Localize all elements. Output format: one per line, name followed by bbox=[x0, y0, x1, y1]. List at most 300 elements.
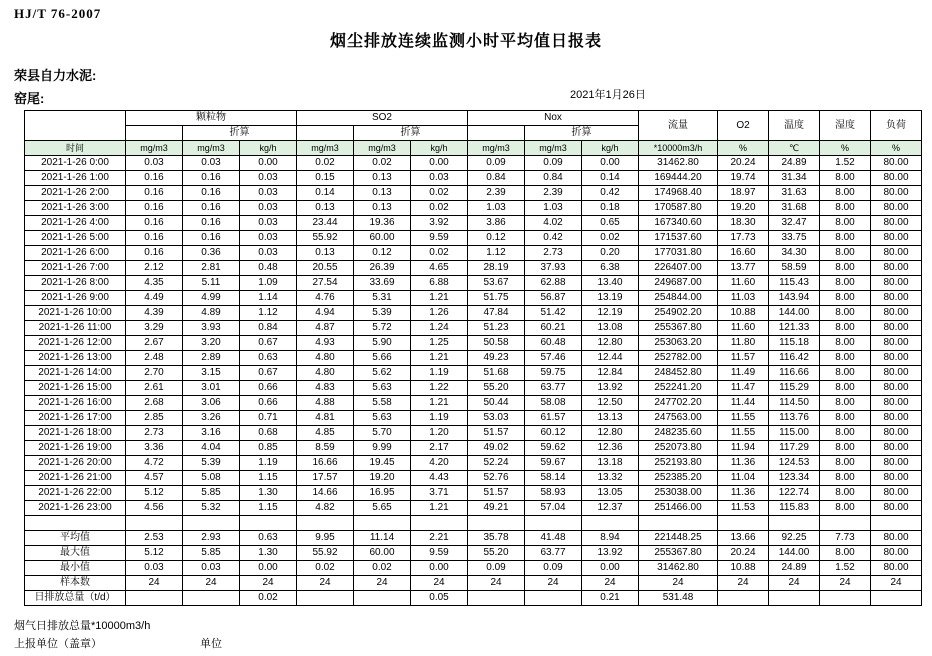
cell-s3: 4.20 bbox=[411, 456, 468, 471]
cell-s1: 4.83 bbox=[297, 381, 354, 396]
cell-p1: 0.16 bbox=[126, 231, 183, 246]
cell-hum: 8.00 bbox=[820, 216, 871, 231]
cell-s2: 5.63 bbox=[354, 411, 411, 426]
cell-hum: 8.00 bbox=[820, 426, 871, 441]
cell-s3: 1.24 bbox=[411, 321, 468, 336]
cell-time: 2021-1-26 1:00 bbox=[25, 171, 126, 186]
cell-time: 2021-1-26 21:00 bbox=[25, 471, 126, 486]
table-row bbox=[25, 501, 922, 516]
cell-s2: 9.99 bbox=[354, 441, 411, 456]
cell-o2: 17.73 bbox=[718, 231, 769, 246]
cell-p1: 2.48 bbox=[126, 351, 183, 366]
cell-s2: 0.12 bbox=[354, 246, 411, 261]
cell-n1: 49.21 bbox=[468, 501, 525, 516]
summary-cell-o2: 20.24 bbox=[718, 546, 769, 561]
cell-time: 2021-1-26 15:00 bbox=[25, 381, 126, 396]
header-group-so2: SO2 bbox=[297, 111, 468, 126]
summary-cell-n2: 24 bbox=[525, 576, 582, 591]
header-unit-row bbox=[25, 141, 922, 156]
cell-s2: 0.02 bbox=[354, 156, 411, 171]
summary-cell-s3: 24 bbox=[411, 576, 468, 591]
cell-s1: 17.57 bbox=[297, 471, 354, 486]
cell-s1: 4.85 bbox=[297, 426, 354, 441]
footer-unit: 单位 bbox=[200, 638, 222, 650]
summary-cell-p1: 24 bbox=[126, 576, 183, 591]
cell-p3: 0.03 bbox=[240, 246, 297, 261]
cell-time: 2021-1-26 2:00 bbox=[25, 186, 126, 201]
cell-load: 80.00 bbox=[871, 231, 922, 246]
cell-s2: 5.65 bbox=[354, 501, 411, 516]
page-title: 烟尘排放连续监测小时平均值日报表 bbox=[329, 31, 602, 50]
summary-cell-s3: 0.00 bbox=[411, 561, 468, 576]
summary-cell-flow: 24 bbox=[639, 576, 718, 591]
cell-n2: 62.88 bbox=[525, 276, 582, 291]
header-temp: 温度 bbox=[769, 111, 820, 141]
cell-o2: 11.36 bbox=[718, 486, 769, 501]
cell-o2: 13.77 bbox=[718, 261, 769, 276]
cell-s3: 0.02 bbox=[411, 201, 468, 216]
cell-load: 80.00 bbox=[871, 486, 922, 501]
table-row bbox=[25, 396, 922, 411]
cell-n3: 13.18 bbox=[582, 456, 639, 471]
cell-n3: 12.19 bbox=[582, 306, 639, 321]
cell-flow: 249687.00 bbox=[639, 276, 718, 291]
summary-cell-hum: 1.52 bbox=[820, 561, 871, 576]
cell-n1: 51.23 bbox=[468, 321, 525, 336]
unit-n-mg: mg/m3 bbox=[468, 141, 525, 156]
cell-load: 80.00 bbox=[871, 246, 922, 261]
cell-s3: 1.22 bbox=[411, 381, 468, 396]
cell-p2: 5.11 bbox=[183, 276, 240, 291]
cell-n1: 47.84 bbox=[468, 306, 525, 321]
report-date: 2021年1月26日 bbox=[570, 89, 646, 101]
cell-s1: 55.92 bbox=[297, 231, 354, 246]
cell-o2: 18.30 bbox=[718, 216, 769, 231]
summary-cell-s1: 55.92 bbox=[297, 546, 354, 561]
cell-p3: 0.84 bbox=[240, 321, 297, 336]
cell-p3: 0.48 bbox=[240, 261, 297, 276]
table-row bbox=[25, 216, 922, 231]
cell-s3: 1.19 bbox=[411, 366, 468, 381]
header-sub-blank-n bbox=[468, 126, 525, 141]
cell-p2: 3.06 bbox=[183, 396, 240, 411]
cell-n2: 59.62 bbox=[525, 441, 582, 456]
cell-n2: 4.02 bbox=[525, 216, 582, 231]
header-group-nox: Nox bbox=[468, 111, 639, 126]
unit-o2: % bbox=[718, 141, 769, 156]
cell-s2: 33.69 bbox=[354, 276, 411, 291]
cell-flow: 174968.40 bbox=[639, 186, 718, 201]
cell-s3: 1.21 bbox=[411, 501, 468, 516]
cell-hum: 8.00 bbox=[820, 351, 871, 366]
summary-cell-flow: 255367.80 bbox=[639, 546, 718, 561]
cell-time: 2021-1-26 14:00 bbox=[25, 366, 126, 381]
cell-p1: 4.39 bbox=[126, 306, 183, 321]
cell-p3: 0.67 bbox=[240, 336, 297, 351]
cell-n1: 0.84 bbox=[468, 171, 525, 186]
cell-p3: 0.68 bbox=[240, 426, 297, 441]
summary-cell-hum: 24 bbox=[820, 576, 871, 591]
cell-s2: 5.90 bbox=[354, 336, 411, 351]
table-header bbox=[25, 111, 922, 156]
summary-cell-load: 80.00 bbox=[871, 561, 922, 576]
cell-p2: 3.16 bbox=[183, 426, 240, 441]
cell-flow: 226407.00 bbox=[639, 261, 718, 276]
cell-o2: 11.49 bbox=[718, 366, 769, 381]
cell-hum: 8.00 bbox=[820, 276, 871, 291]
cell-p3: 0.85 bbox=[240, 441, 297, 456]
cell-s3: 2.17 bbox=[411, 441, 468, 456]
cell-blank bbox=[871, 516, 922, 531]
cell-temp: 32.47 bbox=[769, 216, 820, 231]
cell-n3: 12.80 bbox=[582, 426, 639, 441]
table-row bbox=[25, 276, 922, 291]
cell-p1: 0.03 bbox=[126, 156, 183, 171]
cell-time: 2021-1-26 9:00 bbox=[25, 291, 126, 306]
cell-o2: 16.60 bbox=[718, 246, 769, 261]
unit-n-mg-conv: mg/m3 bbox=[525, 141, 582, 156]
table-row bbox=[25, 171, 922, 186]
cell-temp: 122.74 bbox=[769, 486, 820, 501]
summary-cell-s1: 24 bbox=[297, 576, 354, 591]
cell-load: 80.00 bbox=[871, 426, 922, 441]
unit-p-mg: mg/m3 bbox=[126, 141, 183, 156]
cell-n3: 12.44 bbox=[582, 351, 639, 366]
cell-p3: 0.66 bbox=[240, 381, 297, 396]
cell-temp: 33.75 bbox=[769, 231, 820, 246]
daily-total-cell-n3: 0.21 bbox=[582, 591, 639, 606]
cell-s2: 16.95 bbox=[354, 486, 411, 501]
cell-o2: 11.60 bbox=[718, 276, 769, 291]
cell-hum: 8.00 bbox=[820, 471, 871, 486]
cell-temp: 34.30 bbox=[769, 246, 820, 261]
cell-blank bbox=[126, 516, 183, 531]
unit-flow: *10000m3/h bbox=[639, 141, 718, 156]
cell-s1: 8.59 bbox=[297, 441, 354, 456]
cell-p3: 0.03 bbox=[240, 216, 297, 231]
cell-p2: 2.89 bbox=[183, 351, 240, 366]
cell-flow: 252385.20 bbox=[639, 471, 718, 486]
cell-load: 80.00 bbox=[871, 411, 922, 426]
cell-blank bbox=[183, 516, 240, 531]
cell-flow: 177031.80 bbox=[639, 246, 718, 261]
cell-temp: 121.33 bbox=[769, 321, 820, 336]
cell-load: 80.00 bbox=[871, 501, 922, 516]
cell-p1: 0.16 bbox=[126, 201, 183, 216]
cell-load: 80.00 bbox=[871, 441, 922, 456]
cell-n3: 13.92 bbox=[582, 381, 639, 396]
cell-p1: 2.61 bbox=[126, 381, 183, 396]
cell-s3: 0.02 bbox=[411, 186, 468, 201]
cell-p1: 0.16 bbox=[126, 216, 183, 231]
summary-cell-n2: 0.09 bbox=[525, 561, 582, 576]
cell-s2: 0.13 bbox=[354, 201, 411, 216]
cell-s1: 0.13 bbox=[297, 246, 354, 261]
cell-o2: 20.24 bbox=[718, 156, 769, 171]
cell-temp: 123.34 bbox=[769, 471, 820, 486]
cell-n3: 13.40 bbox=[582, 276, 639, 291]
cell-hum: 8.00 bbox=[820, 261, 871, 276]
summary-cell-p1: 0.03 bbox=[126, 561, 183, 576]
summary-cell-p3: 1.30 bbox=[240, 546, 297, 561]
standard-code: HJ/T 76-2007 bbox=[14, 6, 102, 21]
summary-cell-p2: 24 bbox=[183, 576, 240, 591]
spacer-row bbox=[25, 516, 922, 531]
cell-time: 2021-1-26 3:00 bbox=[25, 201, 126, 216]
table-row bbox=[25, 156, 922, 171]
cell-n2: 60.12 bbox=[525, 426, 582, 441]
cell-s3: 9.59 bbox=[411, 231, 468, 246]
cell-s1: 4.76 bbox=[297, 291, 354, 306]
cell-s2: 5.31 bbox=[354, 291, 411, 306]
cell-n2: 60.48 bbox=[525, 336, 582, 351]
cell-s3: 1.21 bbox=[411, 291, 468, 306]
summary-cell-s2: 24 bbox=[354, 576, 411, 591]
daily-total-cell-hum bbox=[820, 591, 871, 606]
cell-n2: 1.03 bbox=[525, 201, 582, 216]
daily-total-row bbox=[25, 591, 922, 606]
cell-p3: 1.15 bbox=[240, 501, 297, 516]
cell-n2: 58.14 bbox=[525, 471, 582, 486]
cell-s3: 0.00 bbox=[411, 156, 468, 171]
cell-p1: 4.56 bbox=[126, 501, 183, 516]
table-row bbox=[25, 261, 922, 276]
cell-n2: 0.09 bbox=[525, 156, 582, 171]
cell-time: 2021-1-26 0:00 bbox=[25, 156, 126, 171]
cell-n1: 51.57 bbox=[468, 486, 525, 501]
summary-cell-flow: 31462.80 bbox=[639, 561, 718, 576]
cell-flow: 253038.00 bbox=[639, 486, 718, 501]
cell-hum: 8.00 bbox=[820, 396, 871, 411]
cell-time: 2021-1-26 16:00 bbox=[25, 396, 126, 411]
header-o2: O2 bbox=[718, 111, 769, 141]
cell-n3: 0.14 bbox=[582, 171, 639, 186]
cell-time: 2021-1-26 20:00 bbox=[25, 456, 126, 471]
cell-s2: 26.39 bbox=[354, 261, 411, 276]
cell-time: 2021-1-26 13:00 bbox=[25, 351, 126, 366]
unit-humidity: % bbox=[820, 141, 871, 156]
cell-n2: 61.57 bbox=[525, 411, 582, 426]
cell-s1: 4.94 bbox=[297, 306, 354, 321]
cell-temp: 58.59 bbox=[769, 261, 820, 276]
cell-p3: 0.67 bbox=[240, 366, 297, 381]
summary-cell-p1: 2.53 bbox=[126, 531, 183, 546]
cell-hum: 8.00 bbox=[820, 321, 871, 336]
cell-hum: 8.00 bbox=[820, 291, 871, 306]
cell-temp: 31.68 bbox=[769, 201, 820, 216]
table-row bbox=[25, 471, 922, 486]
cell-flow: 167340.60 bbox=[639, 216, 718, 231]
cell-load: 80.00 bbox=[871, 381, 922, 396]
summary-cell-load: 80.00 bbox=[871, 546, 922, 561]
cell-s1: 0.15 bbox=[297, 171, 354, 186]
cell-p2: 0.16 bbox=[183, 171, 240, 186]
cell-load: 80.00 bbox=[871, 351, 922, 366]
cell-flow: 31462.80 bbox=[639, 156, 718, 171]
cell-s3: 0.02 bbox=[411, 246, 468, 261]
cell-flow: 248235.60 bbox=[639, 426, 718, 441]
header-sub-blank-p bbox=[126, 126, 183, 141]
cell-flow: 252782.00 bbox=[639, 351, 718, 366]
cell-p3: 0.03 bbox=[240, 201, 297, 216]
cell-o2: 11.04 bbox=[718, 471, 769, 486]
cell-time: 2021-1-26 5:00 bbox=[25, 231, 126, 246]
cell-temp: 116.66 bbox=[769, 366, 820, 381]
cell-n1: 52.76 bbox=[468, 471, 525, 486]
cell-s3: 1.21 bbox=[411, 396, 468, 411]
header-sub-blank-s bbox=[297, 126, 354, 141]
summary-cell-p3: 0.00 bbox=[240, 561, 297, 576]
cell-s1: 0.13 bbox=[297, 201, 354, 216]
cell-s2: 19.36 bbox=[354, 216, 411, 231]
cell-s1: 4.93 bbox=[297, 336, 354, 351]
cell-p2: 0.36 bbox=[183, 246, 240, 261]
cell-n1: 51.68 bbox=[468, 366, 525, 381]
cell-o2: 11.36 bbox=[718, 456, 769, 471]
cell-flow: 247563.00 bbox=[639, 411, 718, 426]
summary-cell-o2: 10.88 bbox=[718, 561, 769, 576]
cell-temp: 143.94 bbox=[769, 291, 820, 306]
cell-flow: 252073.80 bbox=[639, 441, 718, 456]
cell-flow: 255367.80 bbox=[639, 321, 718, 336]
cell-flow: 170587.80 bbox=[639, 201, 718, 216]
summary-cell-p3: 24 bbox=[240, 576, 297, 591]
cell-s2: 19.45 bbox=[354, 456, 411, 471]
summary-cell-load: 80.00 bbox=[871, 531, 922, 546]
cell-blank bbox=[820, 516, 871, 531]
summary-cell-s2: 0.02 bbox=[354, 561, 411, 576]
cell-n3: 13.19 bbox=[582, 291, 639, 306]
cell-flow: 248452.80 bbox=[639, 366, 718, 381]
cell-time: 2021-1-26 11:00 bbox=[25, 321, 126, 336]
cell-temp: 114.50 bbox=[769, 396, 820, 411]
cell-hum: 8.00 bbox=[820, 366, 871, 381]
cell-n1: 53.67 bbox=[468, 276, 525, 291]
table-row bbox=[25, 306, 922, 321]
cell-p3: 1.12 bbox=[240, 306, 297, 321]
table-row bbox=[25, 291, 922, 306]
cell-load: 80.00 bbox=[871, 171, 922, 186]
header-sub-converted-n: 折算 bbox=[525, 126, 639, 141]
cell-n3: 0.02 bbox=[582, 231, 639, 246]
cell-temp: 115.29 bbox=[769, 381, 820, 396]
cell-n2: 0.84 bbox=[525, 171, 582, 186]
daily-total-cell-p3: 0.02 bbox=[240, 591, 297, 606]
cell-p2: 5.08 bbox=[183, 471, 240, 486]
cell-s3: 1.25 bbox=[411, 336, 468, 351]
cell-hum: 8.00 bbox=[820, 486, 871, 501]
summary-label: 平均值 bbox=[25, 531, 126, 546]
cell-p3: 0.03 bbox=[240, 231, 297, 246]
cell-n2: 51.42 bbox=[525, 306, 582, 321]
cell-p3: 1.30 bbox=[240, 486, 297, 501]
summary-cell-hum: 7.73 bbox=[820, 531, 871, 546]
cell-n3: 12.50 bbox=[582, 396, 639, 411]
summary-cell-n1: 24 bbox=[468, 576, 525, 591]
cell-s1: 0.02 bbox=[297, 156, 354, 171]
cell-hum: 8.00 bbox=[820, 171, 871, 186]
cell-s2: 5.72 bbox=[354, 321, 411, 336]
cell-load: 80.00 bbox=[871, 471, 922, 486]
cell-s1: 4.80 bbox=[297, 351, 354, 366]
cell-hum: 8.00 bbox=[820, 411, 871, 426]
cell-n1: 0.12 bbox=[468, 231, 525, 246]
cell-s2: 60.00 bbox=[354, 231, 411, 246]
cell-n3: 0.18 bbox=[582, 201, 639, 216]
cell-p3: 0.03 bbox=[240, 171, 297, 186]
cell-p1: 2.12 bbox=[126, 261, 183, 276]
cell-p1: 4.57 bbox=[126, 471, 183, 486]
cell-flow: 254844.00 bbox=[639, 291, 718, 306]
table-row bbox=[25, 351, 922, 366]
cell-time: 2021-1-26 10:00 bbox=[25, 306, 126, 321]
cell-n3: 13.32 bbox=[582, 471, 639, 486]
emission-report-table bbox=[24, 110, 922, 606]
cell-hum: 1.52 bbox=[820, 156, 871, 171]
cell-p3: 1.19 bbox=[240, 456, 297, 471]
cell-temp: 144.00 bbox=[769, 306, 820, 321]
cell-n2: 57.46 bbox=[525, 351, 582, 366]
header-group-row bbox=[25, 111, 922, 126]
summary-cell-temp: 144.00 bbox=[769, 546, 820, 561]
cell-temp: 113.76 bbox=[769, 411, 820, 426]
summary-cell-s3: 2.21 bbox=[411, 531, 468, 546]
unit-s-mg-conv: mg/m3 bbox=[354, 141, 411, 156]
cell-s1: 4.88 bbox=[297, 396, 354, 411]
cell-load: 80.00 bbox=[871, 186, 922, 201]
cell-load: 80.00 bbox=[871, 261, 922, 276]
cell-hum: 8.00 bbox=[820, 456, 871, 471]
cell-load: 80.00 bbox=[871, 201, 922, 216]
cell-o2: 11.47 bbox=[718, 381, 769, 396]
footer-reporting-unit: 上报单位（盖章） bbox=[14, 638, 102, 650]
cell-n1: 49.02 bbox=[468, 441, 525, 456]
cell-p1: 3.29 bbox=[126, 321, 183, 336]
cell-n1: 3.86 bbox=[468, 216, 525, 231]
cell-p1: 2.85 bbox=[126, 411, 183, 426]
cell-n2: 59.67 bbox=[525, 456, 582, 471]
cell-o2: 18.97 bbox=[718, 186, 769, 201]
daily-total-cell-s3: 0.05 bbox=[411, 591, 468, 606]
table-body bbox=[25, 156, 922, 606]
cell-p3: 0.03 bbox=[240, 186, 297, 201]
cell-p2: 5.39 bbox=[183, 456, 240, 471]
table-row bbox=[25, 336, 922, 351]
table-row bbox=[25, 246, 922, 261]
cell-s2: 0.13 bbox=[354, 171, 411, 186]
cell-s1: 16.66 bbox=[297, 456, 354, 471]
cell-flow: 251466.00 bbox=[639, 501, 718, 516]
cell-n1: 2.39 bbox=[468, 186, 525, 201]
daily-total-cell-s2 bbox=[354, 591, 411, 606]
unit-n-kg: kg/h bbox=[582, 141, 639, 156]
summary-cell-n3: 24 bbox=[582, 576, 639, 591]
daily-total-cell-s1 bbox=[297, 591, 354, 606]
table-row bbox=[25, 441, 922, 456]
header-group-particulate: 颗粒物 bbox=[126, 111, 297, 126]
cell-n3: 0.20 bbox=[582, 246, 639, 261]
header-sub-converted-p: 折算 bbox=[183, 126, 297, 141]
cell-s3: 3.71 bbox=[411, 486, 468, 501]
daily-total-label: 日排放总量（t/d） bbox=[25, 591, 126, 606]
cell-temp: 31.34 bbox=[769, 171, 820, 186]
cell-flow: 254902.20 bbox=[639, 306, 718, 321]
cell-o2: 19.20 bbox=[718, 201, 769, 216]
cell-n1: 50.44 bbox=[468, 396, 525, 411]
unit-s-mg: mg/m3 bbox=[297, 141, 354, 156]
cell-hum: 8.00 bbox=[820, 186, 871, 201]
summary-cell-s2: 11.14 bbox=[354, 531, 411, 546]
